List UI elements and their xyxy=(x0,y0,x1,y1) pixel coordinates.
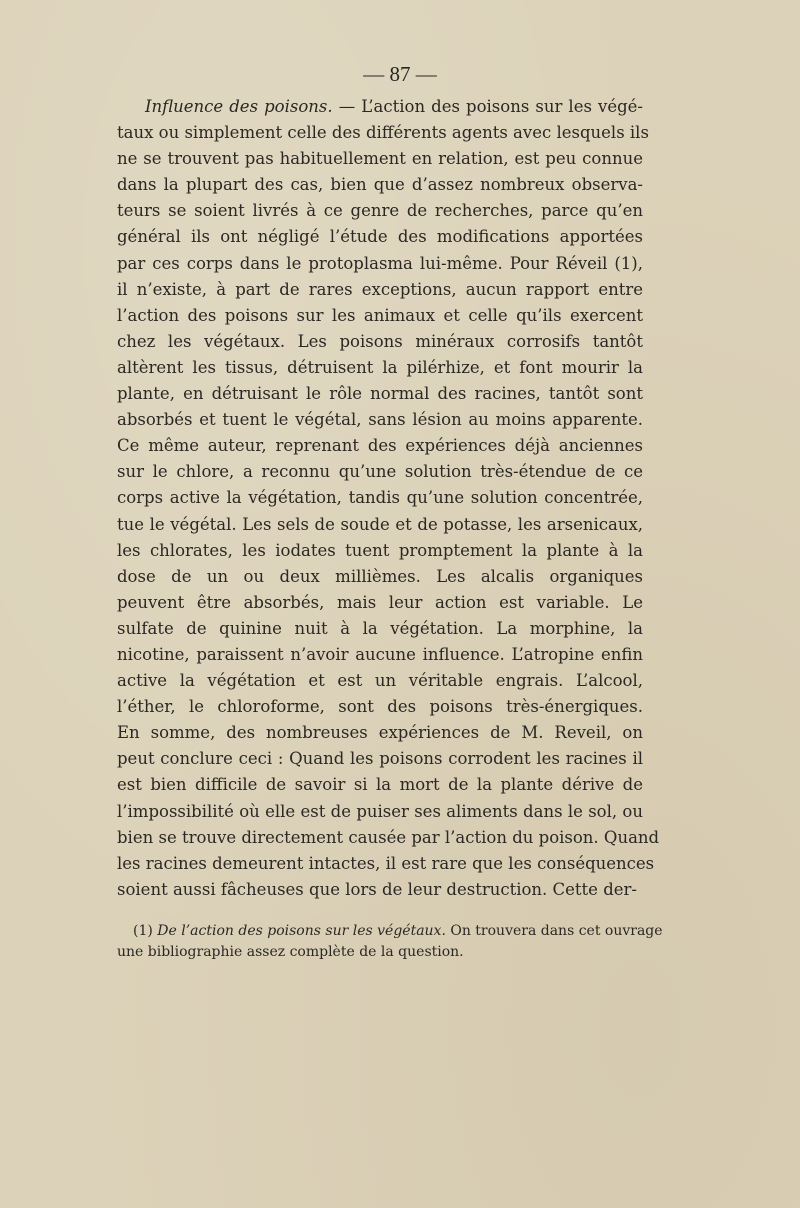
paragraph-line: il n’existe, à part de rares exceptions, aucun rapport entre xyxy=(117,279,643,299)
body-paragraph xyxy=(117,94,660,903)
paragraph-line: altèrent les tissus, détruisent la pilérhize, et font mourir la xyxy=(117,357,643,377)
paragraph-line: plante, en détruisant le rôle normal des racines, tantôt sont xyxy=(117,384,643,404)
paragraph-line: les racines demeurent intactes, il est rare que les conséquences xyxy=(117,853,655,873)
paragraph-line: peut conclure ceci : Quand les poisons corrodent les racines il xyxy=(117,749,643,769)
paragraph-line: chez les végétaux. Les poisons minéraux corrosifs tantôt xyxy=(117,331,643,351)
paragraph-line: Ce même auteur, reprenant des expériences déjà anciennes xyxy=(117,436,643,456)
paragraph-line: bien se trouve directement causée par l’action du poison. Quand xyxy=(117,827,660,847)
paragraph-line: sulfate de quinine nuit à la végétation. La morphine, la xyxy=(117,618,643,638)
paragraph-line: l’action des poisons sur les animaux et celle qu’ils exercent xyxy=(117,305,643,325)
paragraph-line: nicotine, paraissent n’avoir aucune influence. L’atropine enfin xyxy=(117,644,643,664)
paragraph-line: par ces corps dans le protoplasma lui-même. Pour Réveil (1), xyxy=(117,253,643,273)
paragraph-line: taux ou simplement celle des différents agents avec lesquels ils xyxy=(117,123,649,143)
paragraph-line: les chlorates, les iodates tuent promptement la plante à la xyxy=(117,540,643,560)
paragraph-line: corps active la végétation, tandis qu’une solution concentrée, xyxy=(117,488,643,508)
paragraph-line: soient aussi fâcheuses que lors de leur destruction. Cette der- xyxy=(117,879,637,899)
paragraph-line: active la végétation et est un véritable engrais. L’alcool, xyxy=(117,671,643,691)
paragraph-line: ne se trouvent pas habituellement en relation, est peu connue xyxy=(117,149,643,169)
paragraph-line: peuvent être absorbés, mais leur action est variable. Le xyxy=(117,592,643,612)
paragraph-line: tue le végétal. Les sels de soude et de potasse, les arsenicaux, xyxy=(117,514,643,534)
footnote-line: une bibliographie assez complète de la question. xyxy=(117,944,464,960)
footnote-cited-title: De l’action des poisons sur les végétaux. xyxy=(157,923,446,939)
footnote-marker: (1) xyxy=(133,923,153,939)
paragraph-line: Influence des poisons. — L’action des poisons sur les végé- xyxy=(145,97,643,116)
section-heading: Influence des poisons. xyxy=(145,97,333,116)
paragraph-line: En somme, des nombreuses expériences de M. Reveil, on xyxy=(117,723,643,743)
paragraph-line: général ils ont négligé l’étude des modifications apportées xyxy=(117,227,643,247)
paragraph-line: dose de un ou deux millièmes. Les alcalis organiques xyxy=(117,566,643,586)
paragraph-line: sur le chlore, a reconnu qu’une solution très-étendue de ce xyxy=(117,462,643,482)
paragraph-line: absorbés et tuent le végétal, sans lésion au moins apparente. xyxy=(117,410,643,430)
page-number: — 87 — xyxy=(363,62,437,86)
paragraph-line: dans la plupart des cas, bien que d’assez nombreux observa- xyxy=(117,175,643,195)
paragraph-line: est bien difficile de savoir si la mort de la plante dérive de xyxy=(117,775,643,795)
footnote xyxy=(117,921,663,963)
paragraph-line: l’éther, le chloroforme, sont des poisons très-énergiques. xyxy=(117,697,643,717)
paragraph-line: teurs se soient livrés à ce genre de recherches, parce qu’en xyxy=(117,201,643,221)
paragraph-line: l’impossibilité où elle est de puiser ses aliments dans le sol, ou xyxy=(117,801,643,821)
footnote-line: (1) De l’action des poisons sur les végétaux. On trouvera dans cet ouvrage xyxy=(133,923,663,939)
